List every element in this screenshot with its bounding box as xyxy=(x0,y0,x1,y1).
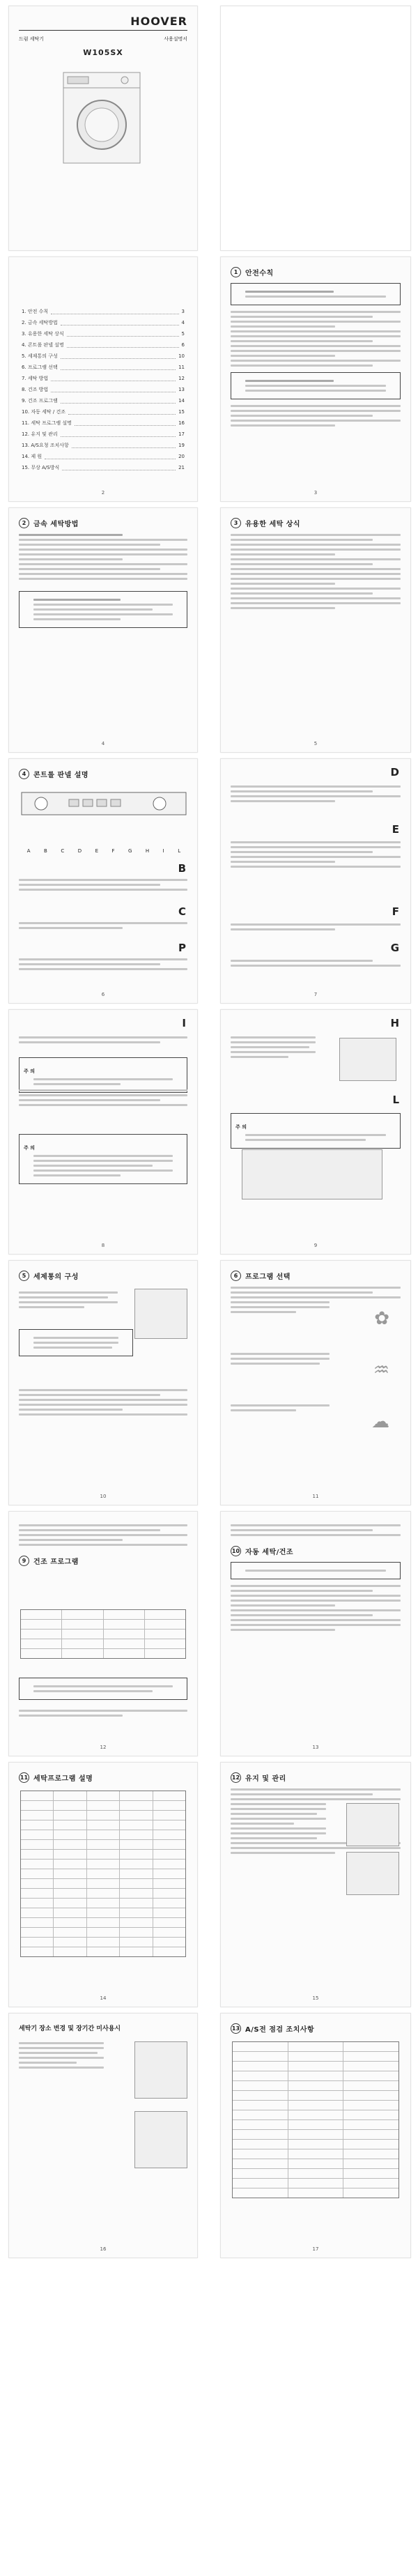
page-number: 14 xyxy=(100,1995,107,2001)
section-number: 12 xyxy=(231,1772,241,1783)
page-number: 12 xyxy=(100,1745,107,1750)
panel-letter-e: E xyxy=(392,823,399,836)
page-number: 2 xyxy=(101,490,105,496)
page-number: 11 xyxy=(312,1494,319,1499)
toc-item[interactable]: 10. 자동 세탁 / 건조 15 xyxy=(22,409,185,415)
panel-label-b: B xyxy=(44,848,47,854)
manual-label: 사용설명서 xyxy=(164,36,187,42)
toc-item[interactable]: 12. 유지 및 관리 17 xyxy=(22,431,185,437)
caution-box xyxy=(231,1113,401,1149)
brand-logo: HOOVER xyxy=(130,15,187,28)
control-panel-page xyxy=(8,758,198,1004)
section-title: 건조 프로그램 xyxy=(33,1558,79,1566)
page-number: 13 xyxy=(312,1745,319,1750)
control-panel-diagram xyxy=(20,787,187,843)
panel-letter-p: P xyxy=(178,942,186,954)
section-number: 2 xyxy=(19,518,29,528)
page-number: 6 xyxy=(101,992,105,997)
synthetic-icon: ♒ xyxy=(373,1360,389,1381)
wash-program-table-page xyxy=(8,1762,198,2007)
door-illustration xyxy=(339,1038,396,1081)
section-title: 콘트롤 판넬 설명 xyxy=(33,772,89,779)
safety-page xyxy=(220,256,411,502)
section-number: 3 xyxy=(231,518,241,528)
section-title: 세제통의 구성 xyxy=(33,1273,79,1281)
doc-type: 드럼 세탁기 xyxy=(19,36,45,42)
panel-letter-g: G xyxy=(390,942,399,954)
panel-label-f: F xyxy=(111,848,115,854)
dry-program-page xyxy=(8,1511,198,1756)
detergent-page xyxy=(8,1260,198,1505)
cover-page xyxy=(8,6,198,251)
toc-item[interactable]: 4. 콘트롤 판넬 설명 6 xyxy=(22,342,185,348)
panel-label-d: D xyxy=(77,848,82,854)
panel-label-h: H xyxy=(145,848,150,854)
auto-wash-page xyxy=(220,1511,411,1756)
section-title: 안전수칙 xyxy=(245,270,274,277)
panel-letter-h: H xyxy=(390,1017,399,1029)
toc-item[interactable]: 1. 안전 수칙 3 xyxy=(22,309,185,314)
page-number: 16 xyxy=(100,2246,107,2252)
panel-label-e: E xyxy=(95,848,98,854)
panel-letter-c: C xyxy=(178,905,186,918)
caution-label: 주 의 xyxy=(235,1124,247,1130)
section-title: 프로그램 선택 xyxy=(245,1273,291,1281)
toc-item[interactable]: 13. A/S요청 조치사항 19 xyxy=(22,443,185,448)
troubleshoot-page xyxy=(220,2013,411,2258)
page-number: 15 xyxy=(312,1995,319,2001)
toc-item[interactable]: 14. 제 원 20 xyxy=(22,454,185,459)
tips-page xyxy=(220,507,411,753)
control-panel-page-4 xyxy=(220,1009,411,1255)
section-number: 10 xyxy=(231,1546,241,1556)
washing-machine-illustration xyxy=(56,66,147,170)
control-panel-page-2 xyxy=(220,758,411,1004)
section-title: 금속 세탁방법 xyxy=(33,521,79,528)
page-number: 4 xyxy=(101,741,105,746)
toc-item[interactable]: 15. 무상 A/S방식 21 xyxy=(22,465,185,470)
panel-label-i: I xyxy=(162,848,164,854)
hose-illustration xyxy=(134,2041,187,2099)
lock-illustration xyxy=(242,1149,382,1199)
page-number: 8 xyxy=(101,1243,105,1248)
section-number: 11 xyxy=(19,1772,29,1783)
section-title: 세탁프로그램 설명 xyxy=(33,1775,93,1783)
section-number: 5 xyxy=(19,1271,29,1281)
panel-label-l: L xyxy=(178,848,181,854)
page-number: 17 xyxy=(312,2246,319,2252)
program-select-page xyxy=(220,1260,411,1505)
caution-box xyxy=(231,1562,401,1579)
panel-letter-l: L xyxy=(392,1094,399,1106)
section-number: 4 xyxy=(19,769,29,779)
model-name: W105SX xyxy=(83,48,123,57)
page-number: 9 xyxy=(314,1243,318,1248)
section-number: 1 xyxy=(231,267,241,277)
drawer-illustration xyxy=(346,1852,399,1895)
page-number: 5 xyxy=(314,741,318,746)
washing-method-page xyxy=(8,507,198,753)
relocation-title: 세탁기 장소 변경 및 장기간 미사용시 xyxy=(19,2025,121,2032)
caution-label: 주 의 xyxy=(24,1068,35,1074)
page-number: 10 xyxy=(100,1494,107,1499)
panel-letter-f: F xyxy=(392,905,399,918)
toc-item[interactable]: 6. 프로그램 선택 11 xyxy=(22,365,185,370)
section-number: 9 xyxy=(19,1556,29,1566)
program-table xyxy=(20,1791,186,1957)
toc-item[interactable]: 2. 금속 세탁방법 4 xyxy=(22,320,185,325)
page-number: 7 xyxy=(314,992,318,997)
control-panel-page-3 xyxy=(8,1009,198,1255)
troubleshoot-table xyxy=(232,2041,399,2198)
detergent-drawer-illustration xyxy=(134,1289,187,1339)
section-title: 유지 및 관리 xyxy=(245,1775,286,1783)
panel-label-g: G xyxy=(128,848,132,854)
toc-item[interactable]: 11. 세탁 프로그램 설명 16 xyxy=(22,420,185,426)
filter-illustration xyxy=(346,1803,399,1846)
panel-letter-b: B xyxy=(178,862,186,875)
panel-letter-i: I xyxy=(182,1017,186,1029)
section-title: 유용한 세탁 상식 xyxy=(245,521,301,528)
panel-label-a: A xyxy=(26,848,31,854)
caution-label: 주 의 xyxy=(24,1145,35,1151)
toc-list xyxy=(9,306,197,473)
section-number: 6 xyxy=(231,1271,241,1281)
pump-illustration xyxy=(134,2111,187,2168)
section-title: A/S전 점검 조치사항 xyxy=(245,2026,315,2034)
section-number: 13 xyxy=(231,2023,241,2034)
toc-item[interactable]: 3. 유용한 세탁 상식 5 xyxy=(22,331,185,337)
dry-table xyxy=(20,1609,186,1659)
toc-item[interactable]: 7. 세탁 방법 12 xyxy=(22,376,185,381)
toc-page xyxy=(8,256,198,502)
page-number: 3 xyxy=(314,490,318,496)
panel-letter-d: D xyxy=(390,766,399,779)
caution-box xyxy=(19,1329,133,1356)
cotton-icon: ✿ xyxy=(374,1308,389,1329)
caution-box xyxy=(231,283,401,305)
toc-item[interactable]: 9. 건조 프로그램 14 xyxy=(22,398,185,404)
panel-label-c: C xyxy=(61,848,65,854)
caution-box xyxy=(19,1678,187,1700)
relocation-page xyxy=(8,2013,198,2258)
toc-item[interactable]: 5. 세제통의 구성 10 xyxy=(22,353,185,359)
section-title: 자동 세탁/건조 xyxy=(245,1549,294,1556)
warning-box xyxy=(231,372,401,399)
maintenance-page xyxy=(220,1762,411,2007)
toc-item[interactable]: 8. 건조 방법 13 xyxy=(22,387,185,392)
blank-page xyxy=(220,6,411,251)
note-box xyxy=(19,591,187,628)
caution-box xyxy=(19,1134,187,1184)
wool-icon: ☁ xyxy=(371,1411,389,1432)
